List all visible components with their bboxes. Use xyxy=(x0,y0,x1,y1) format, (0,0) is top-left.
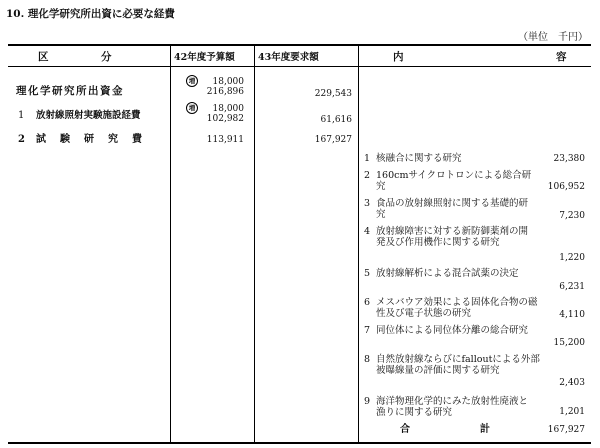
item-amount: 2,403 xyxy=(559,378,585,388)
header-naiyou-right: 容 xyxy=(556,51,567,63)
budget-42-value: 216,896 xyxy=(206,87,244,97)
item-number: 1 xyxy=(364,153,371,164)
budget-42-value: 18,000 xyxy=(212,77,244,87)
item-text: メスバウア効果による固体化合物の磁性及び電子状態の研究 xyxy=(376,297,538,319)
item-number: 6 xyxy=(364,297,371,308)
item-number: 5 xyxy=(364,268,371,279)
budget-table xyxy=(8,44,591,444)
total-label: 計 xyxy=(480,424,490,435)
row-number: 2 xyxy=(18,134,25,145)
item-number: 4 xyxy=(364,226,371,237)
item-amount: 106,952 xyxy=(547,182,585,192)
item-text: 放射線解析による混合試薬の決定 xyxy=(376,268,519,279)
request-43-value: 229,543 xyxy=(314,89,352,99)
item-number: 7 xyxy=(364,325,371,336)
item-amount: 1,220 xyxy=(559,253,585,263)
budget-42-value: 102,982 xyxy=(206,114,244,124)
increase-seal: 増 xyxy=(186,102,198,114)
header-naiyou-left: 内 xyxy=(393,51,404,63)
total-amount: 167,927 xyxy=(547,425,585,435)
item-text: 自然放射線ならびにfalloutによる外部被曝線量の評価に関する研究 xyxy=(376,354,540,376)
item-text: 160cmサイクロトロンによる総合研究 xyxy=(376,170,532,192)
item-text: 核融合に関する研究 xyxy=(376,153,462,164)
item-amount: 15,200 xyxy=(553,338,585,348)
increase-seal: 増 xyxy=(186,75,198,87)
header-budget-42: 42年度予算額 xyxy=(174,52,235,63)
row-name: 放射線照射実験施設経費 xyxy=(36,110,141,121)
item-text: 放射線障害に対する新防御薬剤の開発及び作用機作に関する研究 xyxy=(376,226,529,248)
unit-label: （単位 千円） xyxy=(518,32,588,43)
item-number: 8 xyxy=(364,354,371,365)
budget-42-value: 18,000 xyxy=(212,104,244,114)
total-label: 合 xyxy=(400,424,410,435)
request-43-value: 167,927 xyxy=(314,135,352,145)
header-kubun: 区 分 xyxy=(38,51,112,63)
row-name: 理化学研究所出資金 xyxy=(16,85,124,97)
item-number: 2 xyxy=(364,170,371,181)
item-amount: 7,230 xyxy=(559,211,585,221)
column-divider xyxy=(358,46,359,442)
page-title: 10. 理化学研究所出資に必要な経費 xyxy=(6,8,175,20)
request-43-value: 61,616 xyxy=(320,115,352,125)
row-number: 1 xyxy=(18,110,25,121)
budget-42-value: 113,911 xyxy=(206,135,244,145)
item-number: 3 xyxy=(364,198,371,209)
column-divider xyxy=(254,46,255,442)
item-amount: 1,201 xyxy=(559,407,585,417)
header-request-43: 43年度要求額 xyxy=(258,52,319,63)
column-divider xyxy=(170,46,171,442)
row-name: 試 験 研 究 費 xyxy=(36,134,144,145)
item-amount: 4,110 xyxy=(559,310,585,320)
item-text: 食品の放射線照射に関する基礎的研究 xyxy=(376,198,529,220)
item-amount: 6,231 xyxy=(559,282,585,292)
item-number: 9 xyxy=(364,396,371,407)
item-amount: 23,380 xyxy=(553,154,585,164)
item-text: 同位体による同位体分離の総合研究 xyxy=(376,325,529,336)
item-text: 海洋物理化学的にみた放射性廃液と漁りに関する研究 xyxy=(376,396,529,418)
